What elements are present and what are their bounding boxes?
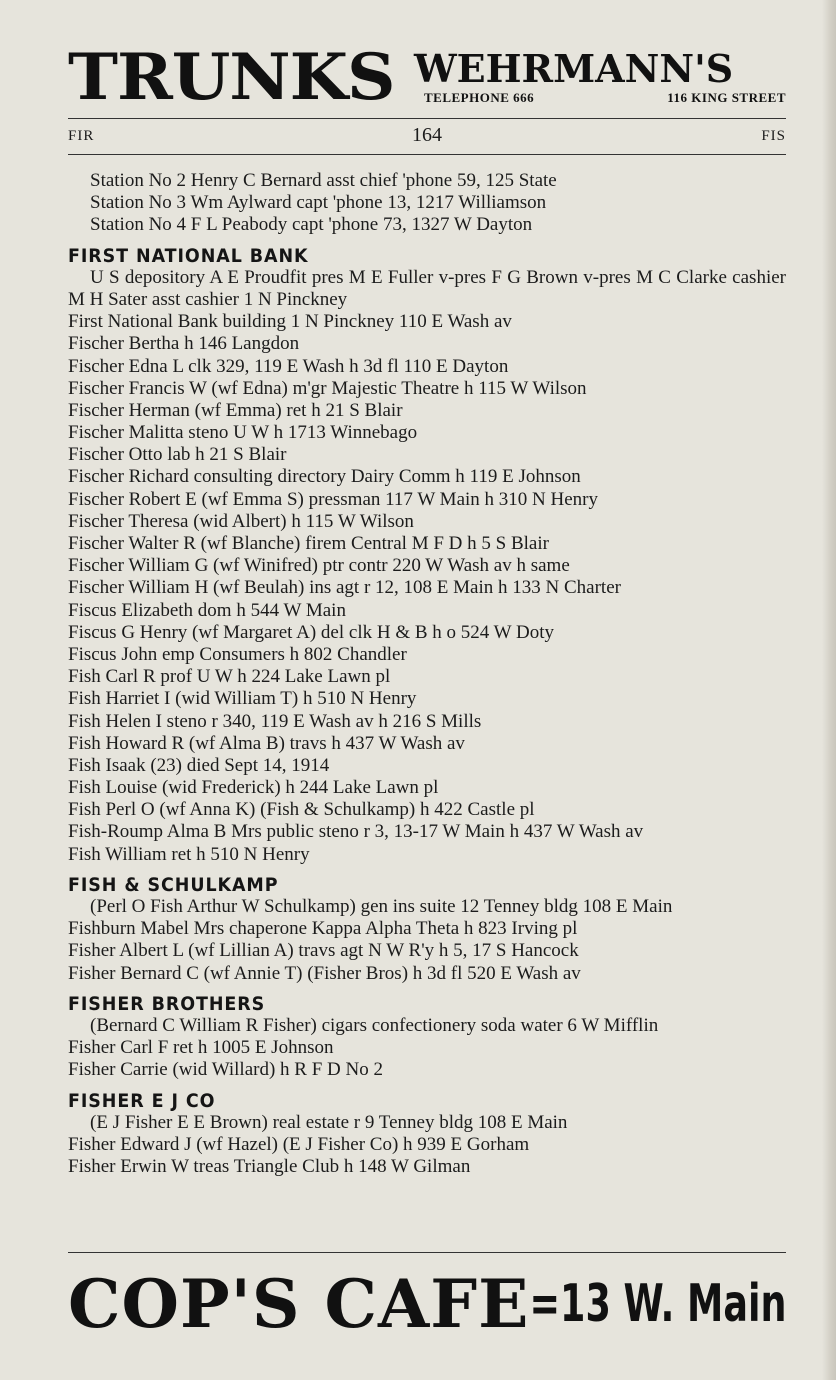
directory-entry: Fischer Otto lab h 21 S Blair — [68, 444, 287, 466]
ad-cafe-name: COP'S CAFE — [68, 1265, 530, 1343]
directory-entry: Fish Perl O (wf Anna K) (Fish & Schulkamp) h 422 Castle pl — [68, 799, 535, 821]
business-description: (Bernard C William R Fisher) cigars confectionery soda water 6 W Mifflin — [90, 1014, 659, 1036]
top-advertisement — [68, 40, 786, 115]
directory-entry: Fish William ret h 510 N Henry — [68, 843, 310, 865]
directory-entry: Fish Louise (wid Frederick) h 244 Lake Lawn pl — [68, 777, 439, 799]
page-number: 164 — [412, 124, 442, 146]
directory-entry: Fischer Malitta steno U W h 1713 Winnebago — [68, 422, 418, 444]
directory-listing — [68, 170, 788, 1178]
directory-entry: Fischer William G (wf Winifred) ptr contr 220 W Wash av h same — [68, 555, 570, 577]
directory-entry: Fischer William H (wf Beulah) ins agt r 12, 108 E Main h 133 N Charter — [68, 577, 621, 599]
business-heading: FIRST NATIONAL BANK — [68, 244, 309, 267]
directory-entry: Fish Harriet I (wid William T) h 510 N Henry — [68, 688, 417, 710]
directory-entry: Fischer Robert E (wf Emma S) pressman 117 W Main h 310 N Henry — [68, 488, 598, 510]
guide-word-left: FIR — [68, 128, 95, 144]
page-spine-shadow — [822, 0, 836, 1380]
directory-entry: Fischer Walter R (wf Blanche) firem Central M F D h 5 S Blair — [68, 533, 549, 555]
directory-entry: Fishburn Mabel Mrs chaperone Kappa Alpha Theta h 823 Irving pl — [68, 918, 578, 940]
bottom-rule — [68, 1252, 786, 1253]
continuation-line: Station No 3 Wm Aylward capt 'phone 13, 1217 Williamson — [90, 192, 547, 214]
ad-trunks-text: TRUNKS — [68, 40, 395, 115]
continuation-line: (E J Fisher E E Brown) real estate r 9 Tenney bldg 108 E Main — [90, 1111, 568, 1133]
directory-entry: Fisher Carl F ret h 1005 E Johnson — [68, 1037, 334, 1059]
directory-entry: Fischer Richard consulting directory Dairy Comm h 119 E Johnson — [68, 466, 581, 488]
business-heading: FISHER E J CO — [68, 1089, 216, 1112]
continuation-line: Station No 2 Henry C Bernard asst chief 'phone 59, 125 State — [90, 170, 557, 191]
ad-street-address: 116 KING STREET — [667, 90, 786, 105]
directory-entry: Fiscus G Henry (wf Margaret A) del clk H & B h o 524 W Doty — [68, 621, 555, 643]
ad-telephone: TELEPHONE 666 — [424, 90, 535, 105]
directory-entry: Fischer Francis W (wf Edna) m'gr Majestic Theatre h 115 W Wilson — [68, 377, 587, 399]
directory-entry: Fischer Bertha h 146 Langdon — [68, 333, 300, 355]
directory-entry: Fischer Herman (wf Emma) ret h 21 S Blair — [68, 399, 403, 421]
business-description: (Perl O Fish Arthur W Schulkamp) gen ins suite 12 Tenney bldg 108 E Main — [90, 896, 673, 918]
top-rule — [68, 118, 786, 119]
directory-entry: Fish-Roump Alma B Mrs public steno r 3, 13-17 W Main h 437 W Wash av — [68, 821, 644, 843]
directory-entry: Fiscus John emp Consumers h 802 Chandler — [68, 643, 407, 665]
directory-entry: First National Bank building 1 N Pinckney 110 E Wash av — [68, 311, 512, 333]
bottom-advertisement — [68, 1264, 786, 1344]
running-head — [68, 124, 786, 148]
directory-entry: Fisher Edward J (wf Hazel) (E J Fisher Co) h 939 E Gorham — [68, 1133, 530, 1155]
header-rule — [68, 154, 786, 155]
directory-entry: Fish Carl R prof U W h 224 Lake Lawn pl — [68, 666, 391, 688]
directory-entry: Fiscus Elizabeth dom h 544 W Main — [68, 599, 346, 621]
directory-entry: Fisher Bernard C (wf Annie T) (Fisher Bros) h 3d fl 520 E Wash av — [68, 962, 581, 984]
continuation-line: Station No 4 F L Peabody capt 'phone 73, 1327 W Dayton — [90, 214, 533, 236]
directory-entry: Fish Isaak (23) died Sept 14, 1914 — [68, 754, 330, 776]
directory-entry: Fischer Theresa (wid Albert) h 115 W Wilson — [68, 510, 414, 532]
directory-entry: Fisher Carrie (wid Willard) h R F D No 2 — [68, 1059, 383, 1081]
directory-entry: Fisher Erwin W treas Triangle Club h 148 W Gilman — [68, 1156, 471, 1178]
directory-entry: Fish Helen I steno r 340, 119 E Wash av h 216 S Mills — [68, 710, 482, 732]
directory-entry: Fisher Albert L (wf Lillian A) travs agt N W R'y h 5, 17 S Hancock — [68, 940, 579, 962]
guide-word-right: FIS — [761, 128, 786, 144]
business-heading: FISHER BROTHERS — [68, 992, 266, 1015]
directory-entry: Fischer Edna L clk 329, 119 E Wash h 3d fl 110 E Dayton — [68, 355, 509, 377]
business-heading: FISH & SCHULKAMP — [68, 873, 279, 896]
ad-business-name: WEHRMANN'S — [414, 46, 734, 91]
business-description: U S depository A E Proudfit pres M E Fuller v-pres F G Brown v-pres M C Clarke cashier M H Sater asst cashier 1 N Pinckney — [68, 266, 786, 310]
ad-cafe-address: =13 W. Main — [529, 1274, 786, 1334]
directory-entry: Fish Howard R (wf Alma B) travs h 437 W Wash av — [68, 732, 465, 754]
